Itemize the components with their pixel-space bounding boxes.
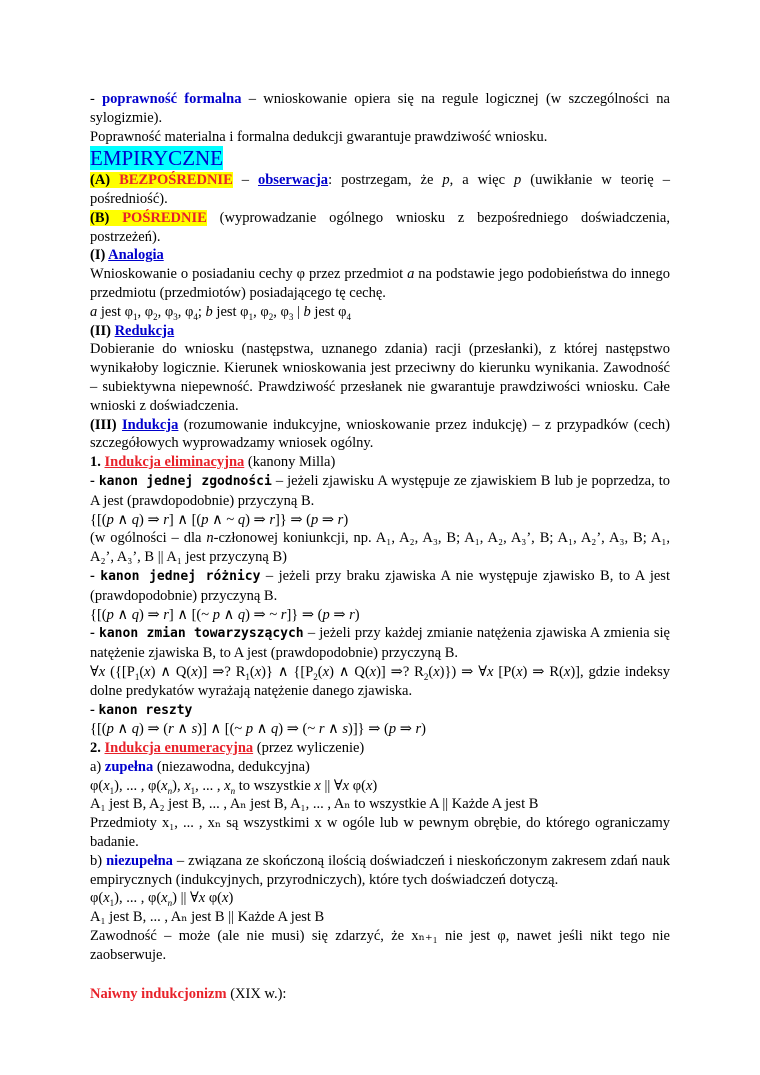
formula-reszty: {[(p ∧ q) ⇒ (r ∧ s)] ∧ [(~ p ∧ q) ⇒ (~ r ∧ s)]} ⇒ (p ⇒ r) xyxy=(90,721,427,738)
term-bezposrednie: BEZPOŚREDNIE xyxy=(119,172,233,189)
formula-niezupelna-1: $\varphi(x_1)$, ... , $\varphi(x_n)$ || ∀x φ(x) xyxy=(90,890,234,909)
heading-analogia: (I) Analogia xyxy=(90,247,164,264)
paragraph-indukcja: (III) Indukcja (rozumowanie indukcyjne, wnioskowanie przez indukcję) – z przypadków (cech) szczegółowych wyprowadzamy wniosek ogólny. xyxy=(90,416,671,452)
heading-indukcja-enumeracyjna: 2. Indukcja enumeracyjna (przez wyliczenie) xyxy=(90,740,365,757)
paragraph-niezupelna: b) niezupełna – związana ze skończoną ilością doświadczeń i nieskończonym zakresem zdań nauk empirycznych (indukcyjnych, przyrodniczych), które tych doświadczeń dotyczą. xyxy=(90,852,670,888)
formula-zupelna-2: A₁ jest B, A₂ jest B, ... , Aₙ jest B, A₁, ... , Aₙ to wszystkie A || Każde A jest B xyxy=(90,796,539,813)
term-obserwacja: obserwacja xyxy=(257,172,329,189)
formula-niezupelna-2: A₁ jest B, ... , Aₙ jest B || Każde A jest B xyxy=(90,909,325,926)
paragraph-formal-correctness: - poprawność formalna – wnioskowanie opiera się na regule logicznej (w szczególności na sylogizmie). xyxy=(90,91,670,126)
term-formal-correctness: poprawność formalna xyxy=(102,91,242,107)
paragraph-zawodnosc: Zawodność – może (ale nie musi) się zdarzyć, że xₙ₊₁ nie jest φ, nawet jeśli nikt tego nie zaobserwuje. xyxy=(90,928,670,963)
paragraph-kanon-zgodnosci: - kanon jednej zgodności – jeżeli zjawisku A występuje ze zjawiskiem B lub je poprzedza, to A jest (prawdopodobnie) przyczyną B. xyxy=(90,472,670,509)
term-posrednie: POŚREDNIE xyxy=(122,209,207,226)
heading-empiryczne: EMPIRYCZNE xyxy=(90,146,224,171)
paragraph-analogia: Wnioskowanie o posiadaniu cechy φ przez przedmiot a na podstawie jego podobieństwa do innego przedmiotu (przedmiotów) posiadającego tę cechę. xyxy=(90,266,670,301)
formula-zmian: ∀x ({[$P_1(x)$ ∧ Q(x)] ⇒? $R_1(x)$} ∧ {[$P_2(x)$ ∧ Q(x)] ⇒? $R_2(x)$}) ⇒ ∀x [P(x) ⇒ R(x)], gdzie indeksy dolne predykatów wyrażają natężenie danego zjawiska. xyxy=(90,663,670,699)
formula-zgodnosci: {[(p ∧ q) ⇒ r] ∧ [(p ∧ ~ q) ⇒ r]} ⇒ (p ⇒ r) xyxy=(90,511,349,528)
spacer xyxy=(90,965,670,985)
paragraph-zupelna: a) zupełna (niezawodna, dedukcyjna) xyxy=(90,758,310,775)
paragraph-material-correctness: Poprawność materialna i formalna dedukcji gwarantuje prawdziwość wniosku. xyxy=(90,128,548,145)
heading-redukcja: (II) Redukcja xyxy=(90,322,175,339)
heading-indukcja-eliminacyjna: 1. Indukcja eliminacyjna (kanony Milla) xyxy=(90,454,336,471)
note-zgodnosci: (w ogólności – dla n-członowej koniunkcji, np. A₁, A₂, A₃, B; A₁, A₂, A₃’, B; A₁, A₂’, A₃, B; A₁, A₂’, A₃’, B || A₁ jest przyczyną B) xyxy=(90,530,670,566)
paragraph-bezposrednie: (A) BEZPOŚREDNIE – obserwacja: postrzegam, że p, a więc p (uwikłanie w teorię – pośredniość). xyxy=(90,172,670,207)
formula-zupelna-1: $\varphi(x_1)$, ... , $\varphi(x_n)$, $x_1$, ... , $x_n$ to wszystkie x || ∀x φ(x) xyxy=(90,777,378,796)
document-page xyxy=(90,90,670,1003)
paragraph-kanon-reszty: - kanon reszty xyxy=(90,701,193,718)
paragraph-przedmioty: Przedmioty x₁, ... , xₙ są wszystkimi x w ogóle lub w pewnym obrębie, do którego ograniczamy badanie. xyxy=(90,815,670,851)
heading-naiwny-indukcjonizm: Naiwny indukcjonizm (XIX w.): xyxy=(90,985,287,1002)
formula-analogia: a jest $\varphi_1$, $\varphi_2$, $\varphi_3$, $\varphi_4$; b jest $\varphi_1$, $\varphi_2$, $\varphi_3$ | b jest $\varphi_4$ xyxy=(90,303,351,322)
paragraph-posrednie: (B) POŚREDNIE (wyprowadzanie ogólnego wniosku z bezpośredniego doświadczenia, postrzeżeń). xyxy=(90,209,670,245)
formula-roznicy: {[(p ∧ q) ⇒ r] ∧ [(~ p ∧ q) ⇒ ~ r]} ⇒ (p ⇒ r) xyxy=(90,606,360,623)
term-indukcja: Indukcja xyxy=(121,416,179,433)
paragraph-kanon-roznicy: - kanon jednej różnicy – jeżeli przy braku zjawiska A nie występuje zjawisko B, to A jest (prawdopodobnie) przyczyną B. xyxy=(90,567,670,604)
paragraph-redukcja: Dobieranie do wniosku (następstwa, uznanego zdania) racji (przesłanki), z której następstwo wynikałoby logicznie. Kierunek wnioskowania jest przeciwny do kierunku wynikania. Zawodność – subiektywna niepewność. Prawdziwość przesłanek nie gwarantuje prawdziwości wniosku. Całe wnioski z doświadczenia. xyxy=(90,341,670,414)
paragraph-kanon-zmian: - kanon zmian towarzyszących – jeżeli przy każdej zmianie natężenia zjawiska A zmienia się natężenie zjawiska B, to A jest (prawdopodobnie) przyczyną B. xyxy=(90,625,670,662)
